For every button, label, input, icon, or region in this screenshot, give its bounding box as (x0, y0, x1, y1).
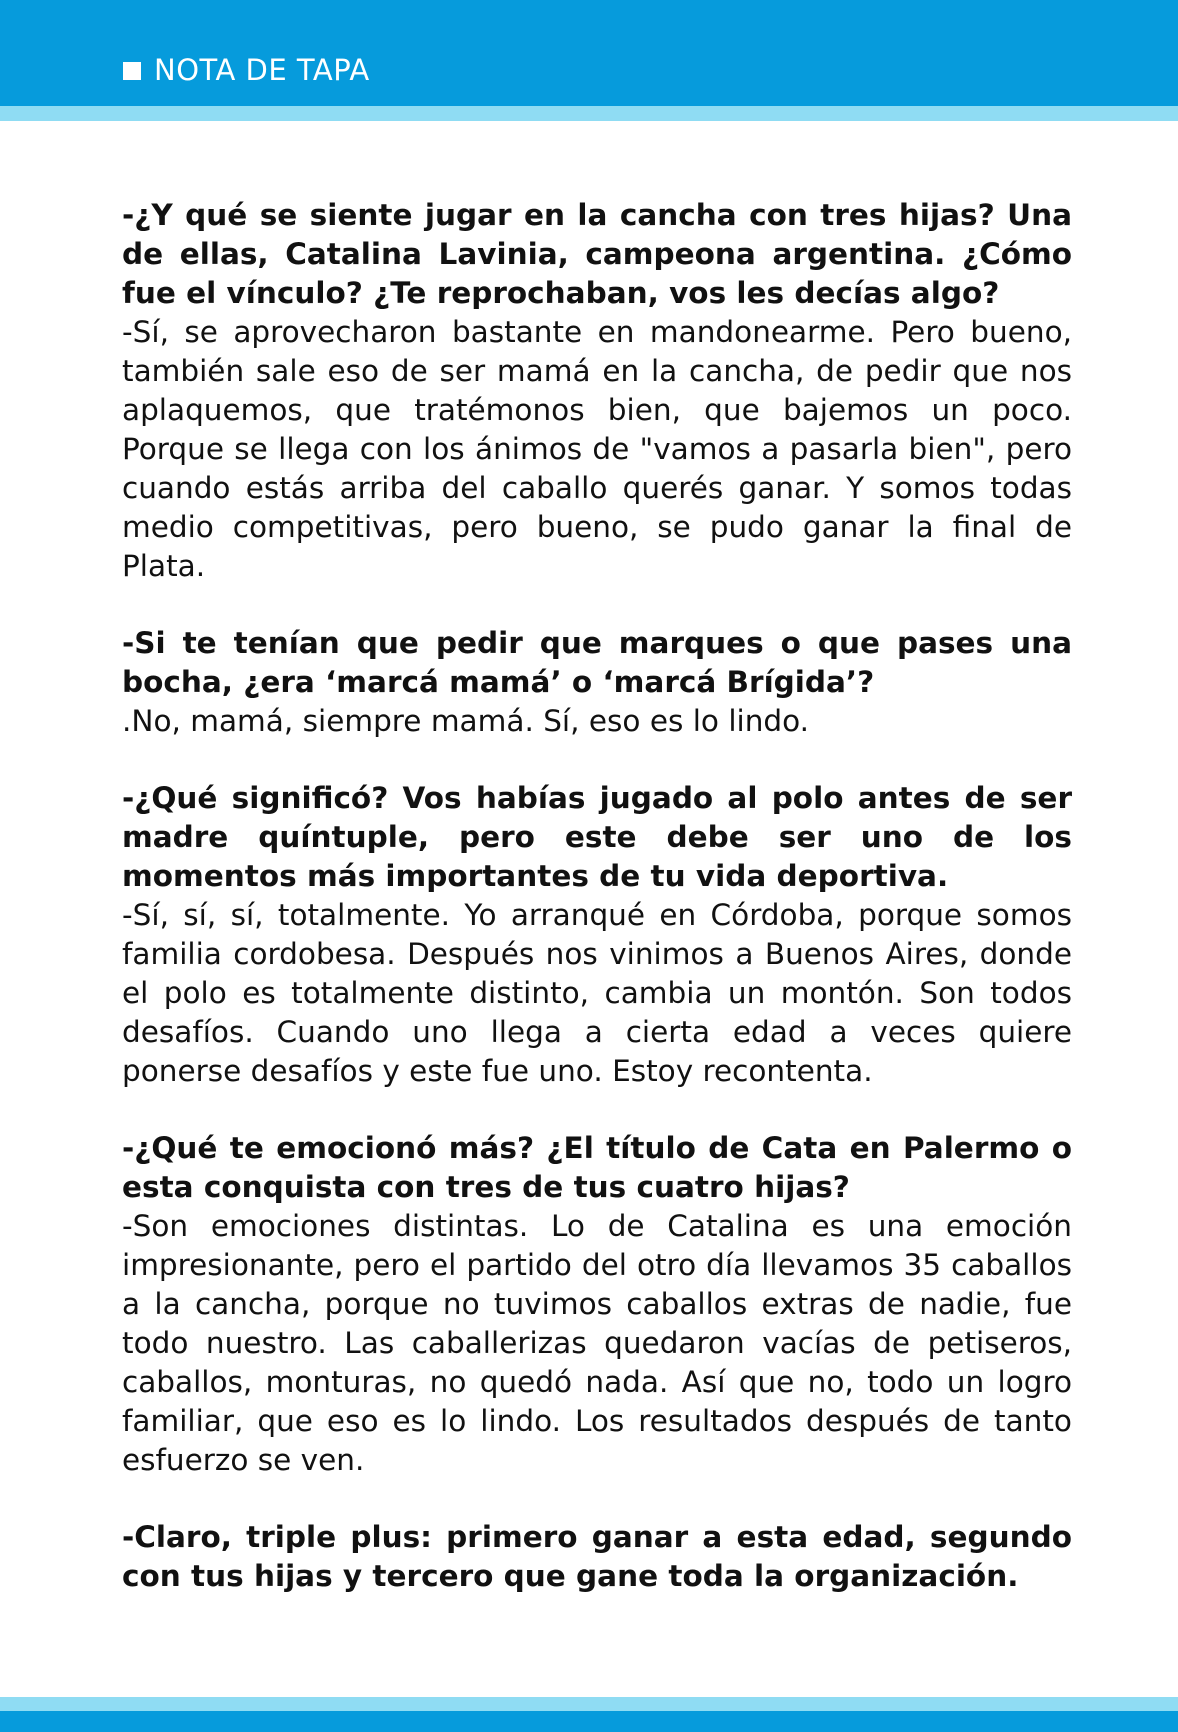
qa-block (122, 624, 1072, 741)
question: -¿Y qué se siente jugar en la cancha con tres hijas? Una de ellas, Catalina Lavinia, campeona argentina. ¿Cómo fue el vínculo? ¿Te reprochaban, vos les decías algo? (122, 198, 1072, 310)
question: -Claro, triple plus: primero ganar a esta edad, segundo con tus hijas y tercero que gane toda la organización. (122, 1520, 1072, 1593)
qa-block (122, 1129, 1072, 1480)
article-body (122, 196, 1072, 1634)
footer-bar (0, 1711, 1178, 1732)
answer: -Son emociones distintas. Lo de Catalina es una emoción impresionante, pero el partido del otro día llevamos 35 caballos a la cancha, porque no tuvimos caballos extras de nadie, fue todo nuestro. Las caballerizas quedaron vacías de petiseros, caballos, monturas, no quedó nada. Así que no, todo un logro familiar, que eso es lo lindo. Los resultados después de tanto esfuerzo se ven. (122, 1209, 1072, 1477)
answer: -Sí, sí, sí, totalmente. Yo arranqué en Córdoba, porque somos familia cordobesa. Después nos vinimos a Buenos Aires, donde el polo es totalmente distinto, cambia un montón. Son todos desafíos. Cuando uno llega a cierta edad a veces quiere ponerse desafíos y este fue uno. Estoy recontenta. (122, 898, 1072, 1088)
answer: .No, mamá, siempre mamá. Sí, eso es lo lindo. (122, 704, 810, 738)
footer-stripe (0, 1697, 1178, 1711)
qa-block (122, 779, 1072, 1091)
square-bullet-icon (123, 62, 141, 80)
qa-block (122, 1518, 1072, 1596)
answer: -Sí, se aprovecharon bastante en mandonearme. Pero bueno, también sale eso de ser mamá en la cancha, de pedir que nos aplaquemos, que tratémonos bien, que bajemos un poco. Porque se llega con los ánimos de "vamos a pasarla bien", pero cuando estás arriba del caballo querés ganar. Y somos todas medio competitivas, pero bueno, se pudo ganar la final de Plata. (122, 315, 1072, 583)
question: -Si te tenían que pedir que marques o que pases una bocha, ¿era ‘marcá mamá’ o ‘marcá Brígida’? (122, 626, 1072, 699)
question: -¿Qué te emocionó más? ¿El título de Cata en Palermo o esta conquista con tres de tus cuatro hijas? (122, 1131, 1072, 1204)
header-stripe (0, 106, 1178, 121)
question: -¿Qué significó? Vos habías jugado al polo antes de ser madre quíntuple, pero este debe ser uno de los momentos más importantes de tu vida deportiva. (122, 781, 1072, 893)
qa-block (122, 196, 1072, 586)
section-title: NOTA DE TAPA (154, 53, 370, 87)
